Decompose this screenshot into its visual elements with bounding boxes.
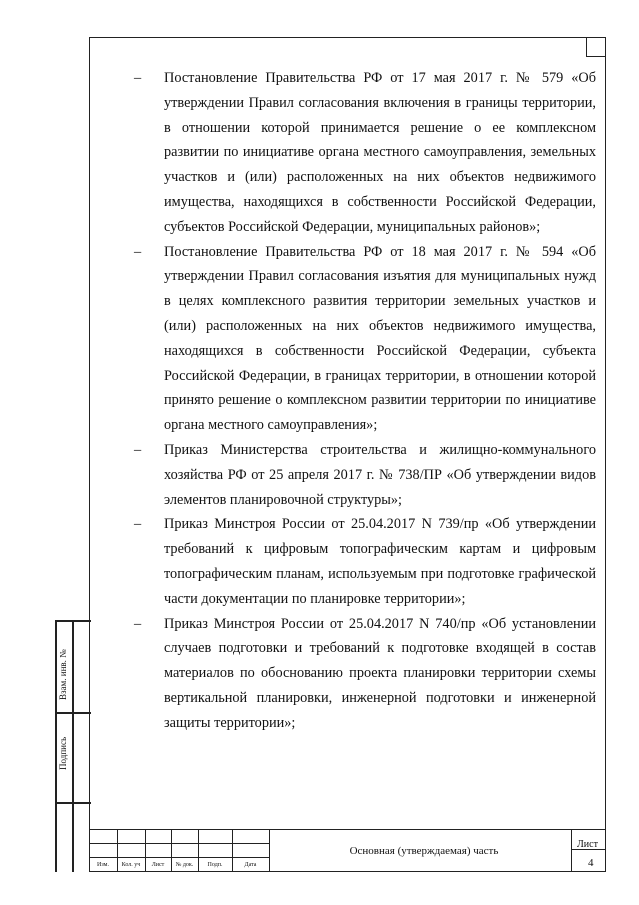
item-text: Приказ Министерства строительства и жилищно-коммунального хозяйства РФ от 25 апреля 2017 г. № 738/ПР «Об утверждении видов элементов планировочной структуры»; xyxy=(164,441,596,508)
tb-label-podp: Подп. xyxy=(207,862,223,868)
dash: – xyxy=(134,441,142,458)
tb-label-list: Лист xyxy=(151,862,165,868)
dash: – xyxy=(134,516,142,533)
item-text: Приказ Минстроя России от 25.04.2017 N 739/пр «Об утверждении требований к цифровым топографическим картам и цифровым топографическим планам, используемым при подготовке графической части документации по планировке территории»; xyxy=(164,516,596,607)
vzam-inv-label: Взам. инв. № xyxy=(58,649,68,700)
document-title: Основная (утверждаемая) часть xyxy=(349,845,499,857)
dash: – xyxy=(134,243,142,260)
list-item xyxy=(128,66,596,240)
tb-label-kol: Кол. уч xyxy=(121,862,141,868)
corner-box xyxy=(586,37,606,57)
sheet-number: 4 xyxy=(588,857,594,869)
tb-label-ndok: № док. xyxy=(175,862,194,868)
list-item xyxy=(128,240,596,438)
title-block xyxy=(89,829,606,872)
list-item xyxy=(128,512,596,611)
dash: – xyxy=(134,615,142,632)
item-text: Постановление Правительства РФ от 17 мая 2017 г. № 579 «Об утверждении Правил согласования включения в границы территории, в отношении которой принимается решение о ее комплексном развитии по инициативе органа местного самоуправления, земельных участков и (или) расположенных на них объектов недвижимого имущества, находящихся в собственности Российской Федерации, субъектов Российской Федерации, муниципальных районов»; xyxy=(164,70,596,235)
sheet-label: Лист xyxy=(577,839,598,850)
dash: – xyxy=(134,70,142,86)
item-text: Постановление Правительства РФ от 18 мая 2017 г. № 594 «Об утверждении Правил согласования изъятия для муниципальных нужд в целях комплексного развития территории земельных участков и (или) расположенных на них объектов недвижимого имущества, находящихся в собственности Российской Федерации, субъекта Российской Федерации, в границах территории, в отношении которой принято решение о комплексном развитии территории по инициативе органа местного самоуправления»; xyxy=(164,243,596,434)
list-item xyxy=(128,612,596,736)
left-binding-strip xyxy=(55,620,91,872)
tb-label-data: Дата xyxy=(244,862,257,868)
tb-label-izm: Изм. xyxy=(97,862,109,868)
list-item xyxy=(128,438,596,512)
item-text: Приказ Минстроя России от 25.04.2017 N 740/пр «Об установлении случаев подготовки и требований к подготовке входящей в состав материалов по обоснованию проекта планировки территории схемы вертикальной планировки, инженерной подготовки и инженерной защиты территории»; xyxy=(164,615,596,731)
body-text xyxy=(128,66,596,736)
podpis-label: Подпись xyxy=(58,736,68,770)
